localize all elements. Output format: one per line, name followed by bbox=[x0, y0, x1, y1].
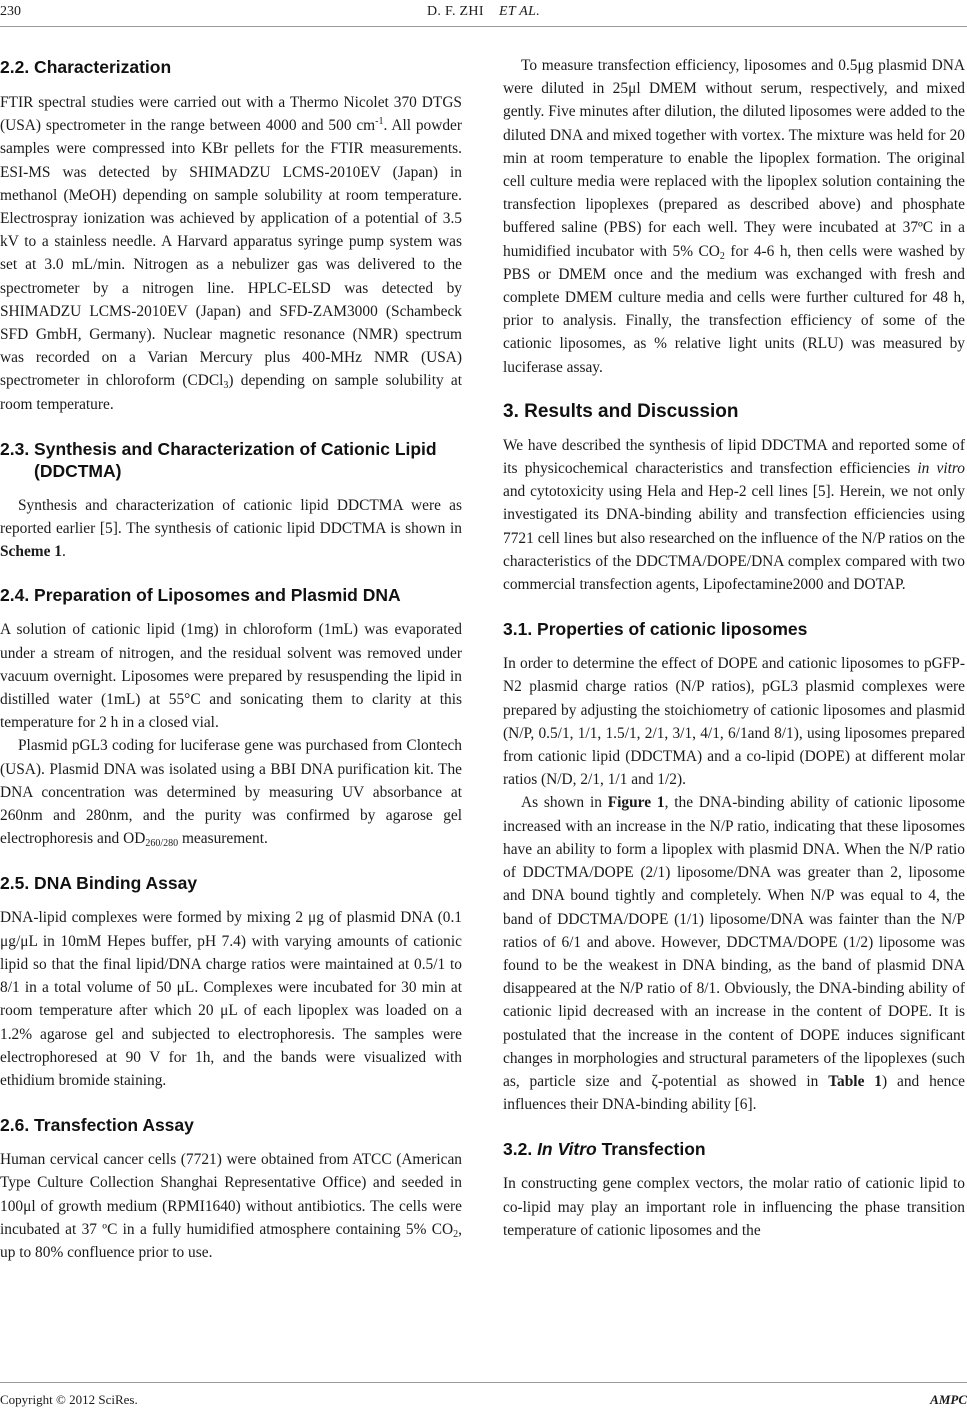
section-3-2-title: 3.2. In Vitro Transfection bbox=[503, 1139, 706, 1160]
running-head-authors: D. F. ZHI bbox=[426, 4, 484, 19]
section-2-4-paragraph-1: A solution of cationic lipid (1mg) in chloroform (1mL) was evaporated under a stream of nitrogen, and the residual solvent was removed under vacuum overnight. Liposomes were prepared by resuspending the lipid in distilled water (1mL) at 55°C and sonicating them to clarity at this temperature for 2 h in a closed vial. bbox=[0, 621, 462, 732]
footer-journal: AMPC bbox=[930, 1392, 967, 1407]
section-3-1-paragraph-2: As shown in Figure 1, the DNA-binding ability of cationic liposome increased with an increase in the N/P ratio, indicating that these liposomes have an ability to form a lipoplex with plasmid DNA. When the N/P ratio of DDCTMA/DOPE (2/1) liposome/DNA was greater than 2, liposome and DNA bound tightly and completely. When N/P was equal to 4, the band of DDCTMA/DOPE (1/1) liposome/DNA was fainter than the N/P ratios of 6/1 and above. However, DDCTMA/DOPE (1/2) liposome was found to be the weakest in DNA binding, as the band of plasmid DNA disappeared at the N/P ratio of 8/1. Obviously, the DNA-binding ability of cationic lipid decreased with an increase in the content of DOPE. It is postulated that the increase in the content of DOPE induces significant changes in morphologies and structural parameters of the lipoplexes (such as, particle size and ζ-potential as showed in Table 1) and hence influences their DNA-binding ability [6]. bbox=[503, 794, 965, 1114]
section-2-6-paragraph: Human cervical cancer cells (7721) were obtained from ATCC (American Type Culture Collection Shanghai Representative Office) and seeded in 100μl of growth medium (RPMI1640) without antibiotics. The cells were incubated at 37 ºC in a fully humidified atmosphere containing 5% $CO_2$, up to 80% confluence prior to use. bbox=[0, 1151, 462, 1261]
footer-copyright: Copyright © 2012 SciRes. bbox=[0, 1392, 138, 1407]
section-3-2-paragraph: In constructing gene complex vectors, the molar ratio of cationic lipid to co-lipid may play an important role in influencing the phase transition temperature of cationic liposomes and the bbox=[503, 1175, 965, 1239]
transfection-method-paragraph: To measure transfection efficiency, liposomes and 0.5μg plasmid DNA were diluted in 25μl DMEM without serum, respectively, and mixed gently. Five minutes after dilution, the diluted liposomes were added to the diluted DNA and mixed together with vortex. The mixture was held for 20 min at room temperature to enable the lipoplex formation. The original cell culture media were replaced with the lipoplex solution containing the transfection lipoplexes (prepared as described above) and phosphate buffered saline (PBS) for each well. They were incubated at 37ºC in a humidified incubator with 5% $CO_2$ for 4-6 h, then cells were washed by PBS or DMEM once and the medium was exchanged with fresh and complete DMEM culture media and cells were further cultured for 48 h, prior to analysis. Finally, the transfection efficiency of some of the cationic liposomes, as % relative light units (RLU) was measured by luciferase assay. bbox=[503, 57, 965, 376]
section-2-3-paragraph: Synthesis and characterization of cationic lipid DDCTMA were as reported earlier [5]. The synthesis of cationic lipid DDCTMA is shown in Scheme 1. bbox=[0, 496, 462, 561]
running-head bbox=[0, 4, 967, 20]
section-2-4-title: 2.4. Preparation of Liposomes and Plasmid DNA bbox=[0, 585, 401, 606]
section-2-5-title: 2.5. DNA Binding Assay bbox=[0, 873, 198, 894]
section-3-paragraph: We have described the synthesis of lipid DDCTMA and reported some of its physicochemical characteristics and transfection efficiencies in vitro and cytotoxicity using Hela and Hep-2 cell lines [5]. Herein, we not only investigated its DNA-binding ability and transfection efficiencies using 7721 cell lines but also researched on the influence of the N/P ratios on the characteristics of the DDCTMA/DOPE/DNA complex compared with two commercial transfection agents, Lipofectamine2000 and DOTAP. bbox=[503, 436, 965, 594]
section-2-3-title: 2.3. Synthesis and Characterization of Cationic Lipid (DDCTMA) bbox=[0, 438, 437, 481]
section-2-2-paragraph: FTIR spectral studies were carried out with a Thermo Nicolet 370 DTGS (USA) spectrometer in the range between 4000 and 500 $cm^{-1}$. All powder samples were compressed into KBr pellets for the FTIR measurements. ESI-MS was detected by SHIMADZU LCMS-2010EV (Japan) in methanol (MeOH) depending on sample solubility at room temperature. Electrospray ionization was achieved by application of a potential of 3.5 kV to a stainless needle. A Harvard apparatus syringe pump system was set at 3.0 mL/min. Nitrogen as a nebulizer gas was delivered to the spectrometer by a nitrogen line. HPLC-ELSD was detected by SHIMADZU LCMS-2010EV (Japan) and SFD-ZAM3000 (Schambeck SFD GmbH, Germany). Nuclear magnetic resonance (NMR) spectrum was recorded on a Varian Mercury plus 400-MHz NMR (USA) spectrometer in chloroform (CDCl$_3$) depending on sample solubility at room temperature. bbox=[0, 94, 462, 413]
footer-rule bbox=[0, 1382, 967, 1383]
left-column bbox=[0, 42, 462, 1264]
section-3-1-paragraph-1: In order to determine the effect of DOPE and cationic liposomes to pGFP-N2 plasmid charge ratios (N/P ratios), pGL3 plasmid complexes were prepared by adjusting the stoichiometry of cationic liposomes and plasmid (N/P, 0.5/1, 1/1, 1.5/1, 2/1, 3/1, 4/1, 6/1and 8/1), using liposomes prepared from cationic lipid (DDCTMA) and a co-lipid (DOPE) at different molar ratios (N/D, 2/1, 1/1 and 1/2). bbox=[503, 655, 965, 789]
section-3-1-title: 3.1. Properties of cationic liposomes bbox=[503, 619, 808, 640]
section-2-2-title: 2.2. Characterization bbox=[0, 57, 172, 77]
section-2-6-title: 2.6. Transfection Assay bbox=[0, 1115, 194, 1136]
section-2-5-paragraph: DNA-lipid complexes were formed by mixing 2 μg of plasmid DNA (0.1 μg/μL in 10mM Hepes buffer, pH 7.4) with varying amounts of cationic lipid so that the final lipid/DNA charge ratios were maintained at 0.5/1 to 8/1 in a total volume of 50 μL. Complexes were incubated for 30 min at room temperature after which 20 μL of each lipoplex was loaded on a 1.2% agarose gel and subjected to electrophoresis. The samples were electrophoresed at 90 V for 1h, and the bands were visualized with ethidium bromide staining. bbox=[0, 909, 462, 1089]
section-2-4-paragraph-2: Plasmid pGL3 coding for luciferase gene was purchased from Clontech (USA). Plasmid DNA was isolated using a BBI DNA purification kit. The DNA concentration was determined by measuring UV absorbance at 260nm and 280nm, and the purity was confirmed by agarose gel electrophoresis and $OD_{260/280}$ measurement. bbox=[0, 737, 462, 850]
running-head-etal: ET AL. bbox=[499, 4, 541, 19]
page-number: 230 bbox=[0, 4, 21, 19]
right-column bbox=[503, 42, 965, 1242]
section-3-title: 3. Results and Discussion bbox=[503, 400, 739, 422]
header-rule bbox=[0, 26, 967, 27]
